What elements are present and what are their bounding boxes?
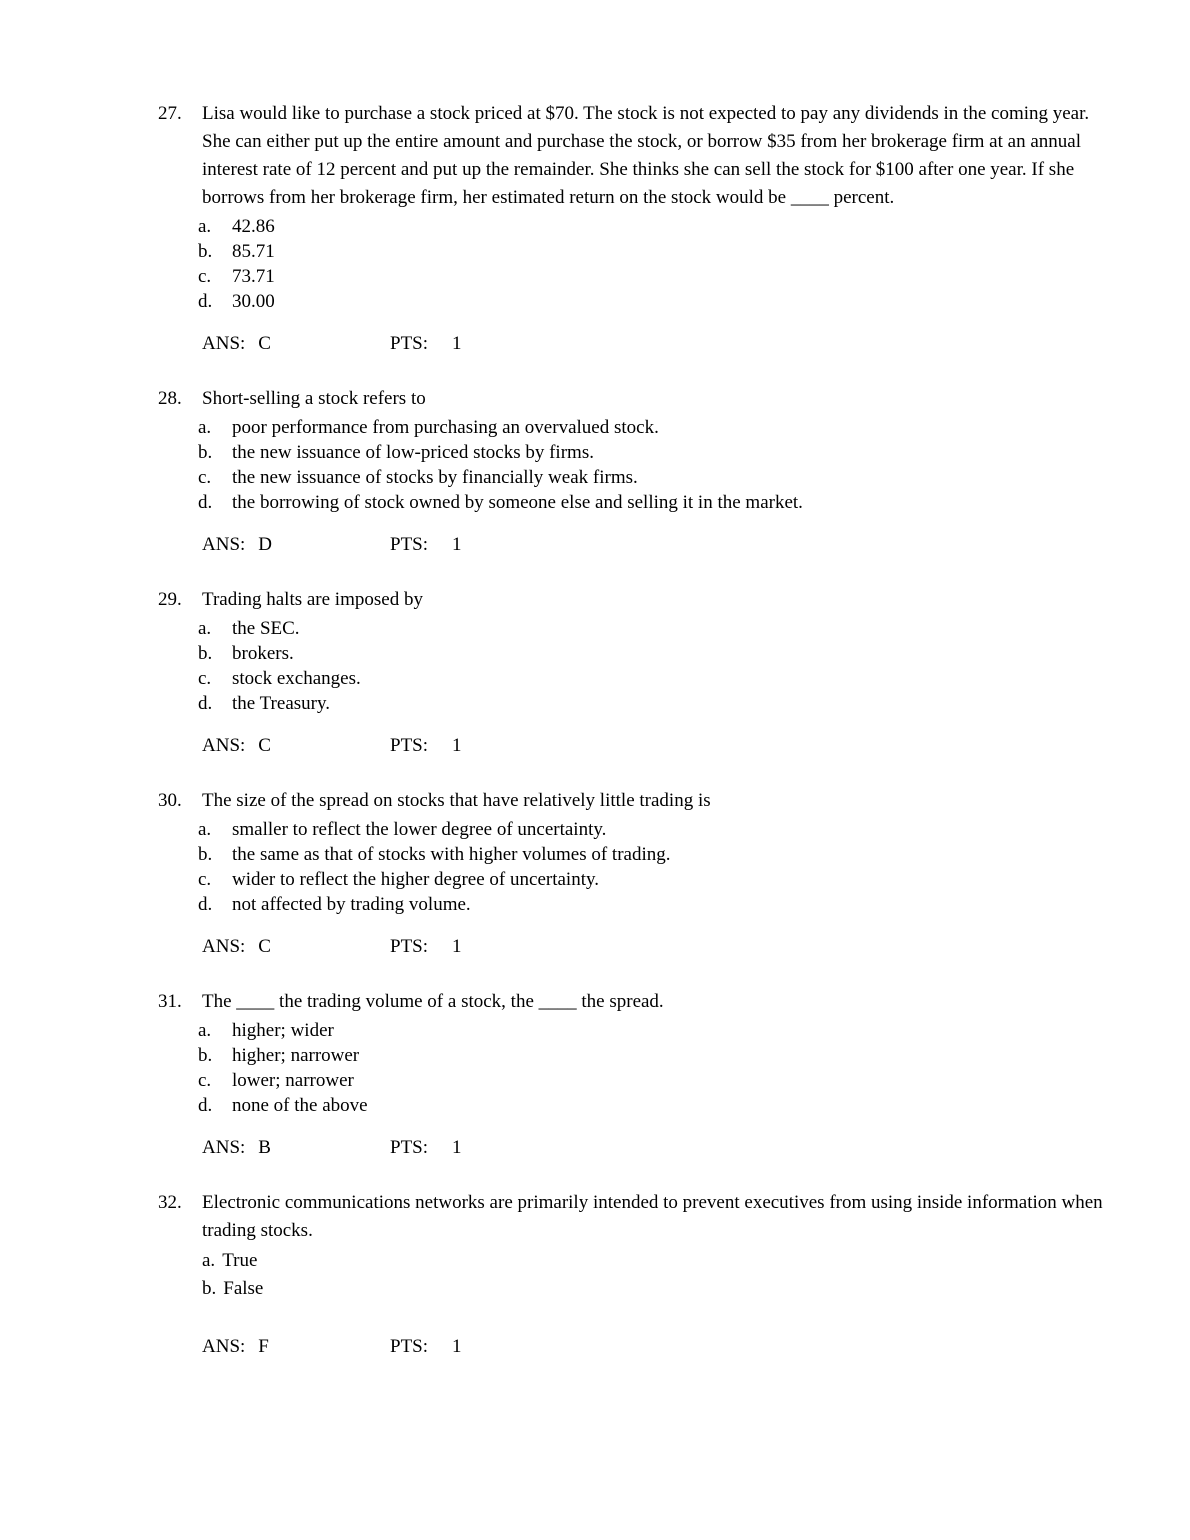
pts-value: 1 [452, 333, 462, 354]
question-text: The size of the spread on stocks that have relatively little trading is [202, 790, 711, 811]
options-list [202, 1247, 1105, 1303]
option-text: stock exchanges. [232, 668, 361, 689]
option-letter: c. [198, 266, 212, 287]
question-number: 29. [158, 589, 182, 610]
ans-value: F [258, 1336, 269, 1357]
option-letter: b. [202, 1278, 217, 1299]
ans-label: ANS: [202, 534, 246, 555]
answer-row [202, 531, 1105, 559]
option-text: smaller to reflect the lower degree of uncertainty. [232, 819, 607, 840]
question-29 [158, 586, 1105, 760]
option-b [198, 842, 1105, 867]
option-text: the borrowing of stock owned by someone else and selling it in the market. [232, 492, 803, 513]
option-text: the same as that of stocks with higher volumes of trading. [232, 844, 671, 865]
question-number: 30. [158, 790, 182, 811]
question-number: 27. [158, 103, 182, 124]
pts-label: PTS: [390, 333, 429, 354]
option-text: lower; narrower [232, 1070, 354, 1091]
ans-value: D [258, 534, 273, 555]
option-a [198, 616, 1105, 641]
option-letter: b. [198, 241, 213, 262]
question-text: The ____ the trading volume of a stock, the ____ the spread. [202, 991, 664, 1012]
option-letter: a. [198, 1020, 212, 1041]
option-letter: d. [198, 693, 213, 714]
option-text: wider to reflect the higher degree of uncertainty. [232, 869, 599, 890]
option-d [198, 892, 1105, 917]
option-text: False [223, 1278, 264, 1299]
option-letter: b. [198, 643, 213, 664]
ans-label: ANS: [202, 735, 246, 756]
option-c [198, 1068, 1105, 1093]
answer-row [202, 1333, 1105, 1361]
option-text: 73.71 [232, 266, 275, 287]
options-list [198, 214, 1105, 314]
question-number: 28. [158, 388, 182, 409]
question-number: 31. [158, 991, 182, 1012]
option-a [198, 214, 1105, 239]
option-a [198, 415, 1105, 440]
options-list [198, 616, 1105, 716]
ans-value: C [258, 333, 271, 354]
pts-value: 1 [452, 534, 462, 555]
option-c [198, 666, 1105, 691]
options-list [198, 415, 1105, 515]
option-text: 85.71 [232, 241, 275, 262]
option-text: the new issuance of low-priced stocks by firms. [232, 442, 594, 463]
option-letter: d. [198, 291, 213, 312]
ans-label: ANS: [202, 1336, 246, 1357]
option-d [198, 1093, 1105, 1118]
option-text: brokers. [232, 643, 294, 664]
option-letter: a. [198, 417, 212, 438]
answer-row [202, 330, 1105, 358]
question-28 [158, 385, 1105, 559]
option-text: higher; narrower [232, 1045, 360, 1066]
option-false [202, 1275, 1105, 1303]
option-c [198, 867, 1105, 892]
option-d [198, 289, 1105, 314]
ans-label: ANS: [202, 1137, 246, 1158]
answer-row [202, 1134, 1105, 1162]
question-text: Electronic communications networks are primarily intended to prevent executives from using inside information when trading stocks. [202, 1192, 1103, 1241]
option-d [198, 691, 1105, 716]
option-text: 30.00 [232, 291, 275, 312]
question-number: 32. [158, 1192, 182, 1213]
pts-label: PTS: [390, 534, 429, 555]
option-a [198, 1018, 1105, 1043]
option-text: none of the above [232, 1095, 368, 1116]
ans-value: B [258, 1137, 271, 1158]
option-letter: a. [198, 216, 212, 237]
option-text: higher; wider [232, 1020, 334, 1041]
options-list [198, 817, 1105, 917]
pts-value: 1 [452, 735, 462, 756]
question-30 [158, 787, 1105, 961]
option-letter: b. [198, 442, 213, 463]
option-letter: c. [198, 1070, 212, 1091]
ans-value: C [258, 735, 271, 756]
option-letter: a. [198, 618, 212, 639]
option-text: the new issuance of stocks by financially weak firms. [232, 467, 638, 488]
pts-label: PTS: [390, 936, 429, 957]
option-letter: c. [198, 668, 212, 689]
option-b [198, 239, 1105, 264]
option-letter: b. [198, 844, 213, 865]
option-text: True [222, 1250, 258, 1271]
pts-value: 1 [452, 1336, 462, 1357]
answer-row [202, 933, 1105, 961]
ans-label: ANS: [202, 936, 246, 957]
option-a [198, 817, 1105, 842]
option-letter: d. [198, 894, 213, 915]
pts-value: 1 [452, 936, 462, 957]
question-text: Lisa would like to purchase a stock priced at $70. The stock is not expected to pay any dividends in the coming year. She can either put up the entire amount and purchase the stock, or borrow $35 from her brokerage firm at an annual interest rate of 12 percent and put up the remainder. She thinks she can sell the stock for $100 after one year. If she borrows from her brokerage firm, her estimated return on the stock would be ____ percent. [202, 103, 1090, 208]
question-31 [158, 988, 1105, 1162]
pts-label: PTS: [390, 1336, 429, 1357]
option-true [202, 1247, 1105, 1275]
option-text: the Treasury. [232, 693, 330, 714]
answer-row [202, 732, 1105, 760]
option-c [198, 264, 1105, 289]
option-letter: b. [198, 1045, 213, 1066]
question-text: Trading halts are imposed by [202, 589, 423, 610]
option-text: 42.86 [232, 216, 275, 237]
option-letter: a. [198, 819, 212, 840]
option-c [198, 465, 1105, 490]
ans-label: ANS: [202, 333, 246, 354]
option-letter: d. [198, 492, 213, 513]
option-b [198, 440, 1105, 465]
option-letter: a. [202, 1250, 216, 1271]
pts-label: PTS: [390, 1137, 429, 1158]
option-b [198, 1043, 1105, 1068]
option-letter: c. [198, 869, 212, 890]
options-list [198, 1018, 1105, 1118]
option-d [198, 490, 1105, 515]
option-text: the SEC. [232, 618, 300, 639]
pts-value: 1 [452, 1137, 462, 1158]
option-text: poor performance from purchasing an overvalued stock. [232, 417, 659, 438]
option-letter: d. [198, 1095, 213, 1116]
question-27 [158, 100, 1105, 358]
question-text: Short-selling a stock refers to [202, 388, 426, 409]
question-32 [158, 1189, 1105, 1361]
option-text: not affected by trading volume. [232, 894, 471, 915]
ans-value: C [258, 936, 271, 957]
pts-label: PTS: [390, 735, 429, 756]
option-b [198, 641, 1105, 666]
option-letter: c. [198, 467, 212, 488]
